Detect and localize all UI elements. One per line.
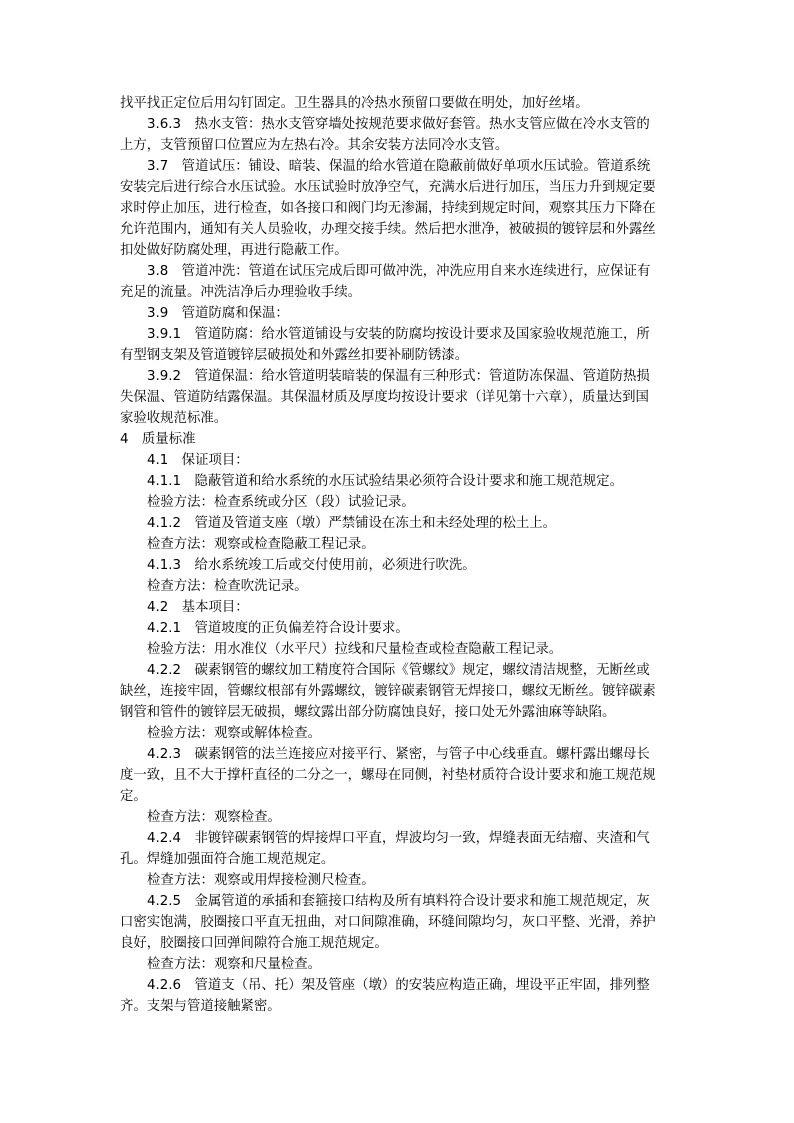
text-line: 检验方法：观察或解体检查。: [147, 726, 322, 741]
text-line: 4.1.3 给水系统竣工后或交付使用前，必须进行吹洗。: [147, 558, 476, 573]
text-line: 4.1.1 隐蔽管道和给水系统的水压试验结果必须符合设计要求和施工规范规定。: [147, 474, 623, 489]
text-line: 良好，胶圈接口回弹间隙符合施工规范规定。: [120, 936, 388, 951]
text-line: 4.2.5 金属管道的承插和套箍接口结构及所有填料符合设计要求和施工规范规定，灰: [147, 894, 650, 909]
text-line: 4.1 保证项目：: [147, 453, 249, 468]
text-line: 4.2.2 碳素钢管的螺纹加工精度符合国际《管螺纹》规定，螺纹清洁规整，无断丝或: [147, 663, 650, 678]
text-line: 3.6.3 热水支管：热水支管穿墙处按规范要求做好套管。热水支管应做在冷水支管的: [147, 117, 650, 132]
text-line: 检查方法：检查吹洗记录。: [147, 579, 308, 594]
text-line: 检验方法：检查系统或分区（段）试验记录。: [147, 495, 415, 510]
text-line: 充足的流量。冲洗洁净后办理验收手续。: [120, 285, 362, 300]
text-line: 检查方法：观察或用焊接检测尺检查。: [147, 873, 375, 888]
text-line: 失保温、管道防结露保温。其保温材质及厚度均按设计要求（详见第十六章），质量达到国: [120, 390, 649, 405]
text-line: 口密实饱满，胶圈接口平直无扭曲，对口间隙准确，环缝间隙均匀，灰口平整、光滑，养护: [120, 915, 656, 930]
text-line: 上方，支管预留口位置应为左热右冷。其余安装方法同冷水支管。: [120, 138, 509, 153]
text-line: 缺丝，连接牢固，管螺纹根部有外露螺纹，镀锌碳素钢管无焊接口，螺纹无断丝。镀锌碳素: [120, 684, 656, 699]
text-line: 度一致，且不大于撑杆直径的二分之一，螺母在同侧，衬垫材质符合设计要求和施工规范规: [120, 768, 656, 783]
text-line: 找平找正定位后用勾钉固定。卫生器具的冷热水预留口要做在明处，加好丝堵。: [120, 96, 589, 111]
text-line: 3.7 管道试压：铺设、暗装、保温的给水管道在隐蔽前做好单项水压试验。管道系统: [147, 159, 651, 174]
text-line: 4.2.1 管道坡度的正负偏差符合设计要求。: [147, 621, 409, 636]
text-line: 齐。支架与管道接触紧密。: [120, 999, 281, 1014]
text-line: 检查方法：观察检查。: [147, 810, 281, 825]
text-line: 家验收规范标准。: [120, 411, 228, 426]
text-line: 孔。焊缝加强面符合施工规范规定。: [120, 852, 335, 867]
text-line: 定。: [120, 789, 147, 804]
document-page: [120, 93, 676, 1017]
text-line: 4.2.3 碳素钢管的法兰连接应对接平行、紧密，与管子中心线垂直。螺杆露出螺母长: [147, 747, 650, 762]
text-line: 安装完后进行综合水压试验。水压试验时放净空气，充满水后进行加压，当压力升到规定要: [120, 180, 656, 195]
text-line: 3.9 管道防腐和保温：: [147, 306, 289, 321]
text-line: 求时停止加压，进行检查，如各接口和阀门均无渗漏，持续到规定时间，观察其压力下降在: [120, 201, 656, 216]
text-line: 钢管和管件的镀锌层无破损，螺纹露出部分防腐蚀良好，接口处无外露油麻等缺陷。: [120, 705, 616, 720]
text-line: 4.2.4 非镀锌碳素钢管的焊接焊口平直，焊波均匀一致，焊缝表面无结瘤、夹渣和气: [147, 831, 650, 846]
text-line: 有型钢支架及管道镀锌层破损处和外露丝扣要补刷防锈漆。: [120, 348, 469, 363]
text-line: 4 质量标准: [120, 432, 196, 447]
text-line: 检查方法：观察或检查隐蔽工程记录。: [147, 537, 375, 552]
text-line: 检查方法：观察和尺量检查。: [147, 957, 322, 972]
text-line: 4.2 基本项目：: [147, 600, 249, 615]
text-line: 3.9.2 管道保温：给水管道明装暗装的保温有三种形式：管道防冻保温、管道防热损: [147, 369, 650, 384]
text-line: 3.9.1 管道防腐：给水管道铺设与安装的防腐均按设计要求及国家验收规范施工，所: [147, 327, 650, 342]
text-line: 3.8 管道冲洗：管道在试压完成后即可做冲洗，冲洗应用自来水连续进行，应保证有: [147, 264, 651, 279]
text-line: 4.1.2 管道及管道支座（墩）严禁铺设在冻土和未经处理的松土上。: [147, 516, 557, 531]
text-line: 检验方法：用水准仪（水平尺）拉线和尺量检查或检查隐蔽工程记录。: [147, 642, 563, 657]
text-line: 4.2.6 管道支（吊、托）架及管座（墩）的安装应构造正确，埋设平正牢固，排列整: [147, 978, 650, 993]
text-line: 扣处做好防腐处理，再进行隐蔽工作。: [120, 243, 348, 258]
text-line: 允许范围内，通知有关人员验收，办理交接手续。然后把水泄净，被破损的镀锌层和外露丝: [120, 222, 656, 237]
